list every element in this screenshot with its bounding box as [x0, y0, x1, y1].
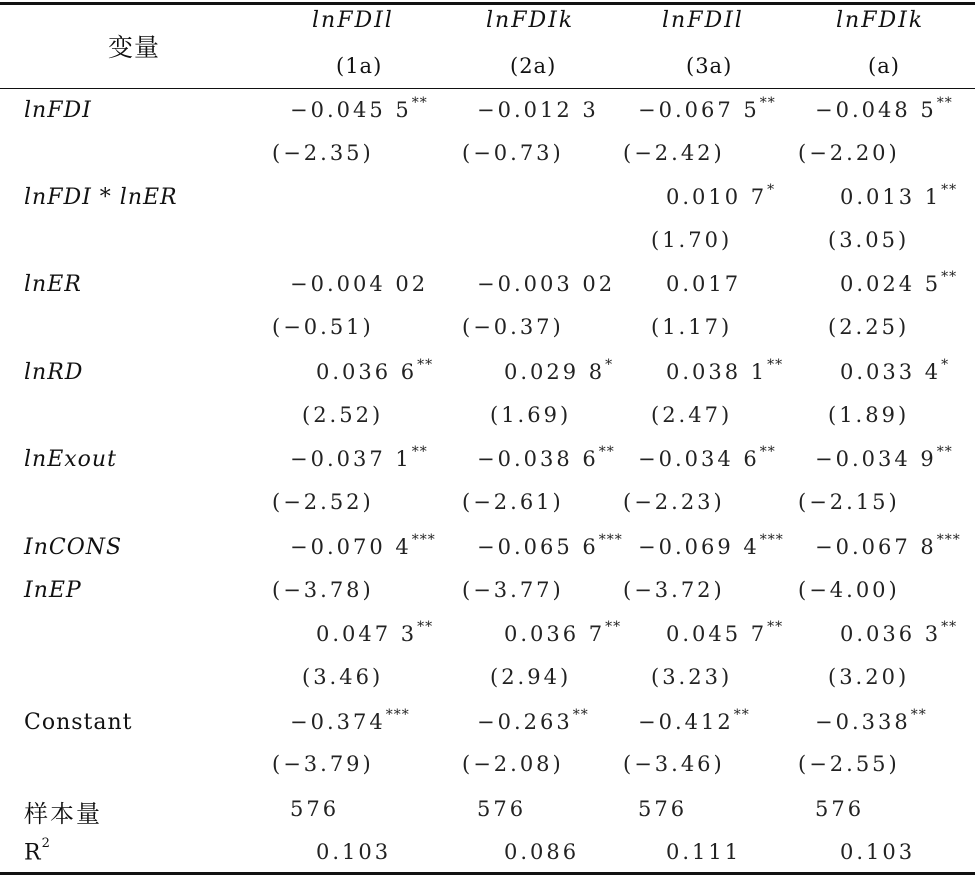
row-label-lner: lnER	[24, 272, 82, 297]
coef-cell: 0.010 7*	[666, 182, 776, 209]
r-squared-cell: 0.103	[316, 840, 392, 864]
t-stat-cell: (2.47)	[651, 403, 733, 427]
stub-header: 变量	[108, 33, 161, 62]
col-3-var: lnFDIl	[662, 8, 744, 33]
coef-cell: −0.069 4***	[638, 532, 784, 559]
coef-cell: 0.017	[666, 272, 742, 296]
t-stat-cell: (−2.35)	[272, 141, 374, 165]
coef-cell: −0.338**	[815, 707, 927, 734]
row-label-lnexout: lnExout	[24, 447, 117, 472]
coef-cell: −0.034 9**	[815, 444, 953, 471]
t-stat-cell: (−2.15)	[798, 490, 900, 514]
t-stat-cell: (1.17)	[651, 315, 733, 339]
coef-cell: 0.038 1**	[666, 357, 784, 384]
coef-cell: −0.067 8***	[815, 532, 961, 559]
row-label-constant: Constant	[24, 710, 133, 735]
coef-cell: −0.070 4***	[290, 532, 436, 559]
top-rule	[0, 2, 975, 5]
t-stat-cell: (−0.73)	[462, 141, 564, 165]
sample-size-cell: 576	[638, 797, 688, 821]
coef-cell: −0.067 5**	[638, 95, 776, 122]
t-stat-cell: (−2.52)	[272, 490, 374, 514]
t-stat-cell: (3.23)	[651, 665, 733, 689]
row-label-lnfdi: lnFDI	[24, 98, 92, 123]
coef-cell: −0.065 6***	[477, 532, 623, 559]
col-4-var: lnFDIk	[836, 8, 925, 33]
coef-cell: 0.036 3**	[840, 619, 958, 646]
t-stat-cell: (−2.08)	[462, 752, 564, 776]
t-stat-cell: (2.25)	[828, 315, 910, 339]
coef-cell: −0.263**	[477, 707, 589, 734]
row-label-lnrd: lnRD	[24, 360, 84, 385]
coef-cell: 0.029 8*	[504, 357, 614, 384]
t-stat-cell: (−3.72)	[623, 578, 725, 602]
row-label-incons: InCONS	[24, 535, 123, 560]
col-3-num: (3a)	[686, 54, 733, 78]
coef-cell: 0.033 4*	[840, 357, 950, 384]
r-squared-cell: 0.086	[504, 840, 580, 864]
col-1-var: lnFDIl	[312, 8, 394, 33]
t-stat-cell: (1.69)	[490, 403, 572, 427]
coef-cell: −0.003 02	[477, 272, 616, 296]
sample-size-cell: 576	[477, 797, 527, 821]
coef-cell: 0.024 5**	[840, 269, 958, 296]
coef-cell: 0.047 3**	[316, 619, 434, 646]
col-2-num: (2a)	[510, 54, 557, 78]
coef-cell: −0.374***	[290, 707, 410, 734]
coef-cell: 0.036 6**	[316, 357, 434, 384]
row-label-inep: InEP	[24, 578, 82, 603]
t-stat-cell: (3.46)	[302, 665, 384, 689]
coef-cell: 0.036 7**	[504, 619, 622, 646]
r-squared-symbol: R	[24, 840, 42, 866]
t-stat-cell: (−2.55)	[798, 752, 900, 776]
coef-cell: −0.412**	[638, 707, 750, 734]
t-stat-cell: (−4.00)	[798, 578, 900, 602]
t-stat-cell: (2.52)	[302, 403, 384, 427]
r-squared-cell: 0.103	[840, 840, 916, 864]
bottom-rule	[0, 872, 975, 875]
sample-size-cell: 576	[815, 797, 865, 821]
row-label-r-squared	[24, 836, 51, 866]
t-stat-cell: (−0.51)	[272, 315, 374, 339]
t-stat-cell: (−2.20)	[798, 141, 900, 165]
t-stat-cell: (3.20)	[828, 665, 910, 689]
t-stat-cell: (−3.77)	[462, 578, 564, 602]
t-stat-cell: (3.05)	[828, 228, 910, 252]
coef-cell: 0.013 1**	[840, 182, 958, 209]
t-stat-cell: (−3.46)	[623, 752, 725, 776]
t-stat-cell: (1.70)	[651, 228, 733, 252]
r-squared-superscript: 2	[41, 836, 51, 851]
t-stat-cell: (−0.37)	[462, 315, 564, 339]
col-2-var: lnFDIk	[486, 8, 575, 33]
coef-cell: −0.045 5**	[290, 95, 428, 122]
row-label-lnfdi-x-lner: lnFDI * lnER	[24, 185, 178, 210]
row-label-sample-size: 样本量	[24, 800, 102, 828]
col-1-num: (1a)	[336, 54, 383, 78]
t-stat-cell: (2.94)	[490, 665, 572, 689]
header-rule	[0, 88, 975, 89]
t-stat-cell: (−3.79)	[272, 752, 374, 776]
t-stat-cell: (−2.61)	[462, 490, 564, 514]
t-stat-cell: (−3.78)	[272, 578, 374, 602]
t-stat-cell: (−2.23)	[623, 490, 725, 514]
coef-cell: 0.045 7**	[666, 619, 784, 646]
t-stat-cell: (−2.42)	[623, 141, 725, 165]
coef-cell: −0.004 02	[290, 272, 429, 296]
sample-size-cell: 576	[290, 797, 340, 821]
coef-cell: −0.048 5**	[815, 95, 953, 122]
coef-cell: −0.038 6**	[477, 444, 615, 471]
col-4-num: (a)	[868, 54, 900, 78]
coef-cell: −0.037 1**	[290, 444, 428, 471]
r-squared-cell: 0.111	[666, 840, 742, 864]
coef-cell: −0.034 6**	[638, 444, 776, 471]
coef-cell: −0.012 3	[477, 98, 599, 122]
t-stat-cell: (1.89)	[828, 403, 910, 427]
